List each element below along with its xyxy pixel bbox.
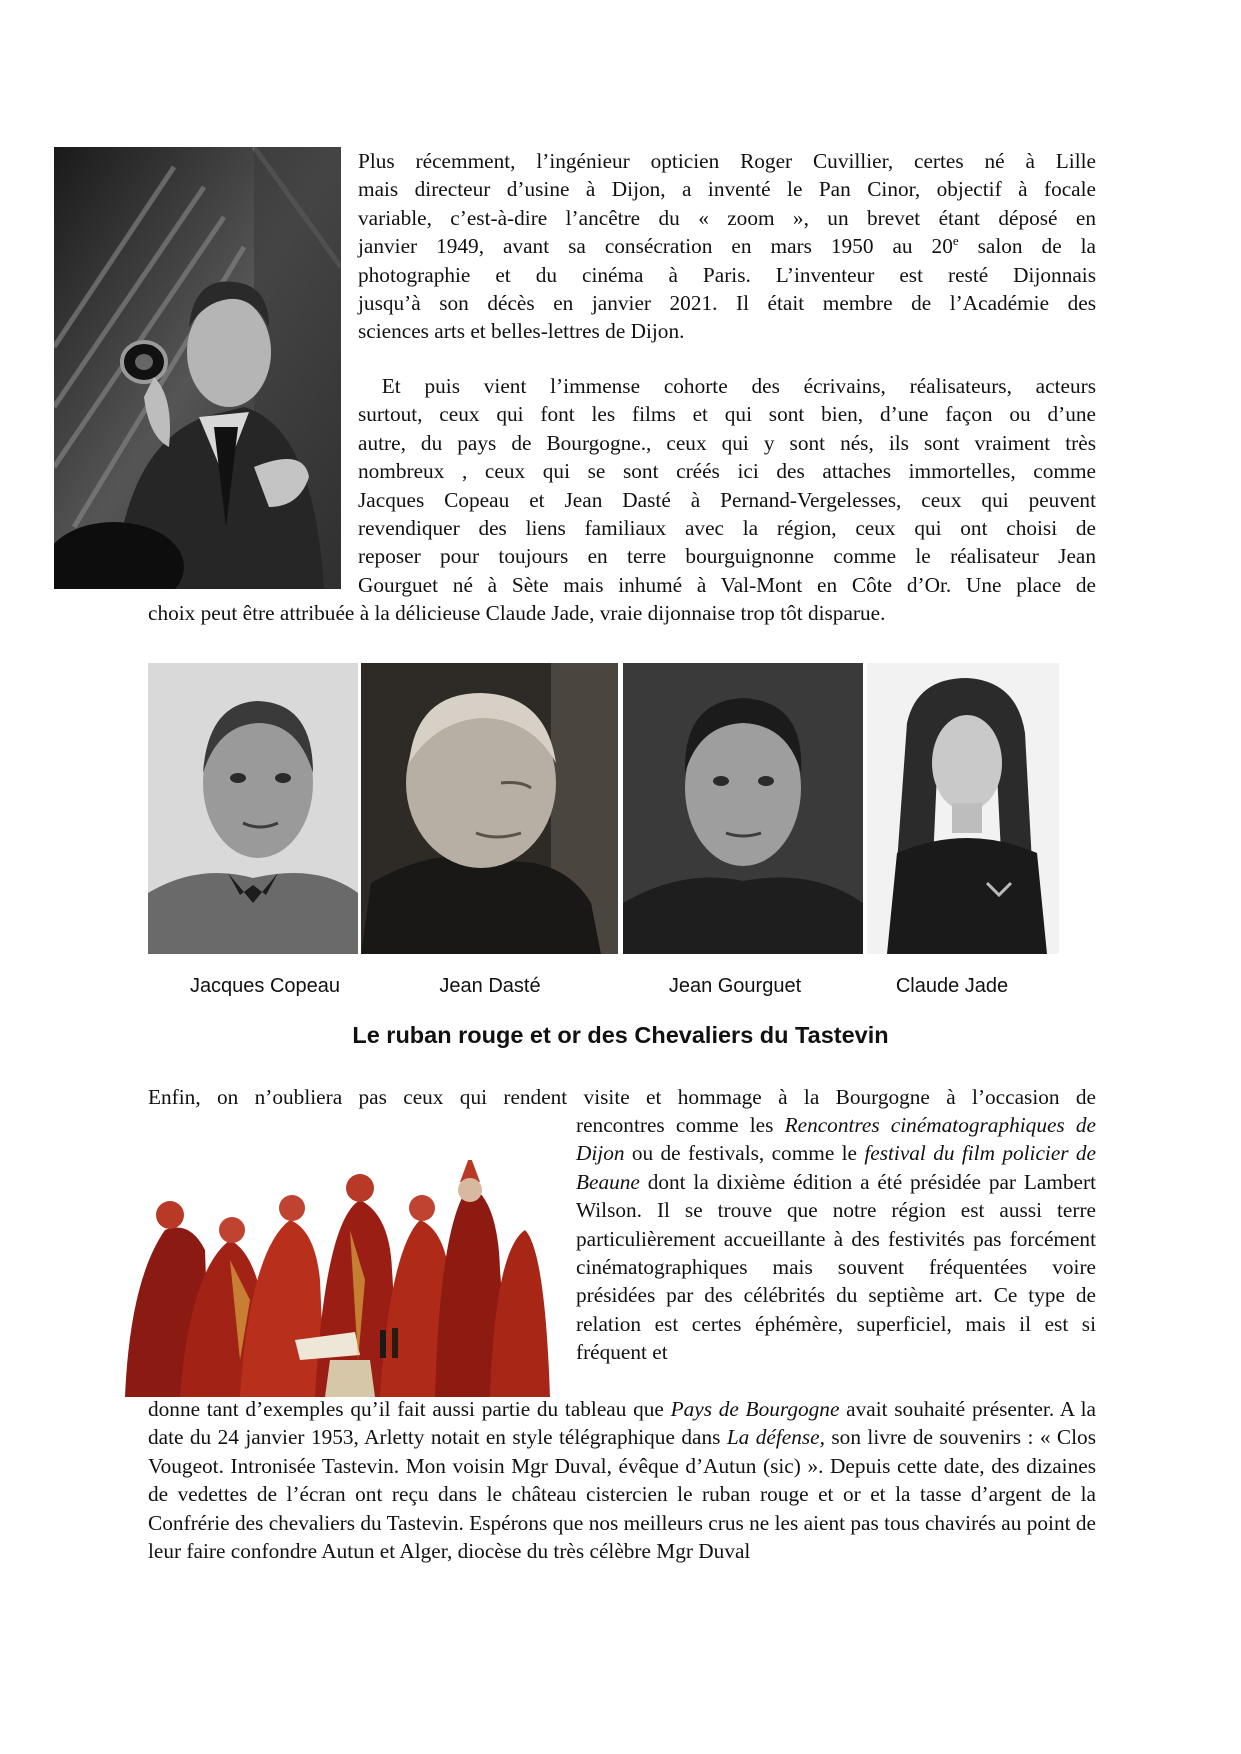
paragraph-tastevin: donne tant d’exemples qu’il fait aussi partie du tableau que Pays de Bourgogne avait souhaité présenter. A la date du 24 janvier 1953, Arletty notait en style télégraphique dans La défense, son livre de souvenirs : « Clos Vougeot. Intronisée Tastevin. Mon voisin Mgr Duval, évêque d’Autun (sic) ». Depuis cette date, des dizaines de vedettes de l’écran ont reçu dans le château cistercien le ruban rouge et or et la tasse d’argent de la Confrérie des chevaliers du Tastevin. Espérons que nos meilleurs crus ne les aient pas tous chavirés au point de leur faire confondre Autun et Alger, diocèse du très célèbre Mgr Duval	[148, 1397, 1096, 1564]
text-line: revendiquer des liens familiaux avec la région, ceux qui ont choisi de	[358, 516, 1096, 541]
caption-claude-jade: Claude Jade	[895, 975, 1009, 997]
paragraph-rencontres: rencontres comme les Rencontres cinématographiques de Dijon ou de festivals, comme le festival du film policier de Beaune dont la dixième édition a été présidée par Lambert Wilson. Il se trouve que notre région est aussi terre particulièrement accueillante à des festivités pas forcément cinématographiques mais souvent fréquentées voire présidées par des célébrités du septième art. Ce type de relation est certes éphémère, superficiel, mais il est si fréquent et	[576, 1113, 1097, 1365]
section-title: Le ruban rouge et or des Chevaliers du Tastevin	[352, 1022, 889, 1048]
text-line: variable, c’est-à-dire l’ancêtre du « zoom », un brevet étant déposé en	[358, 205, 1096, 230]
text-line: jusqu’à son décès en janvier 2021. Il était membre de l’Académie des	[358, 291, 1096, 316]
paragraph-intro-line	[148, 1083, 1096, 1111]
text-line: mais directeur d’usine à Dijon, a inventé le Pan Cinor, objectif à focale	[358, 177, 1096, 202]
text-line: autre, du pays de Bourgogne., ceux qui y sont nés, ils sont vraiment très	[358, 430, 1096, 455]
text-line: Jacques Copeau et Jean Dasté à Pernand-Vergelesses, ceux qui peuvent	[358, 487, 1096, 512]
claude-jade-portrait	[867, 663, 1059, 954]
caption-jean-gourguet: Jean Gourguet	[668, 975, 802, 997]
text-line: reposer pour toujours en terre bourguignonne comme le réalisateur Jean	[358, 544, 1096, 569]
italic-pays-de-bourgogne: Pays de Bourgogne	[670, 1397, 840, 1421]
text-line: sciences arts et belles-lettres de Dijon.	[358, 319, 685, 344]
paragraph-cohorte	[358, 372, 1096, 599]
text-line: choix peut être attribuée à la délicieuse Claude Jade, vraie dijonnaise trop tôt disparue.	[148, 601, 886, 625]
text-line: Plus récemment, l’ingénieur opticien Roger Cuvillier, certes né à Lille	[358, 149, 1096, 173]
tastevin-painting	[120, 1160, 553, 1397]
caption-jean-daste: Jean Dasté	[439, 975, 541, 997]
text-line: photographie et du cinéma à Paris. L’inventeur est resté Dijonnais	[358, 262, 1096, 287]
text-line-salon: janvier 1949, avant sa consécration en mars 1950 au 20e salon de la	[358, 233, 1096, 259]
paragraph-cuvillier	[358, 147, 1096, 346]
text-line: surtout, ceux qui font les films et qui sont bien, d’une façon ou d’une	[358, 402, 1096, 427]
text-line: Et puis vient l’immense cohorte des écrivains, réalisateurs, acteurs	[358, 374, 1096, 398]
caption-jacques-copeau: Jacques Copeau	[189, 975, 341, 997]
paragraph-cohorte-end	[148, 599, 1096, 627]
text-line: Enfin, on n’oubliera pas ceux qui rendent visite et hommage à la Bourgogne à l’occasion de	[148, 1085, 1096, 1109]
jacques-copeau-portrait	[148, 663, 358, 954]
italic-la-defense: La défense,	[726, 1425, 825, 1450]
italic-rencontres-dijon: Rencontres cinématographiques de Dijon	[576, 1113, 1096, 1166]
italic-festival-beaune: festival du film policier de Beaune	[576, 1141, 1097, 1194]
jean-gourguet-portrait	[623, 663, 863, 954]
jean-daste-portrait	[361, 663, 618, 954]
text-line: Gourguet né à Sète mais inhumé à Val-Mont en Côte d’Or. Une place de	[358, 572, 1096, 597]
text-line: nombreux , ceux qui se sont créés ici des attaches immortelles, comme	[358, 459, 1096, 484]
roger-cuvillier-photo	[54, 147, 341, 589]
